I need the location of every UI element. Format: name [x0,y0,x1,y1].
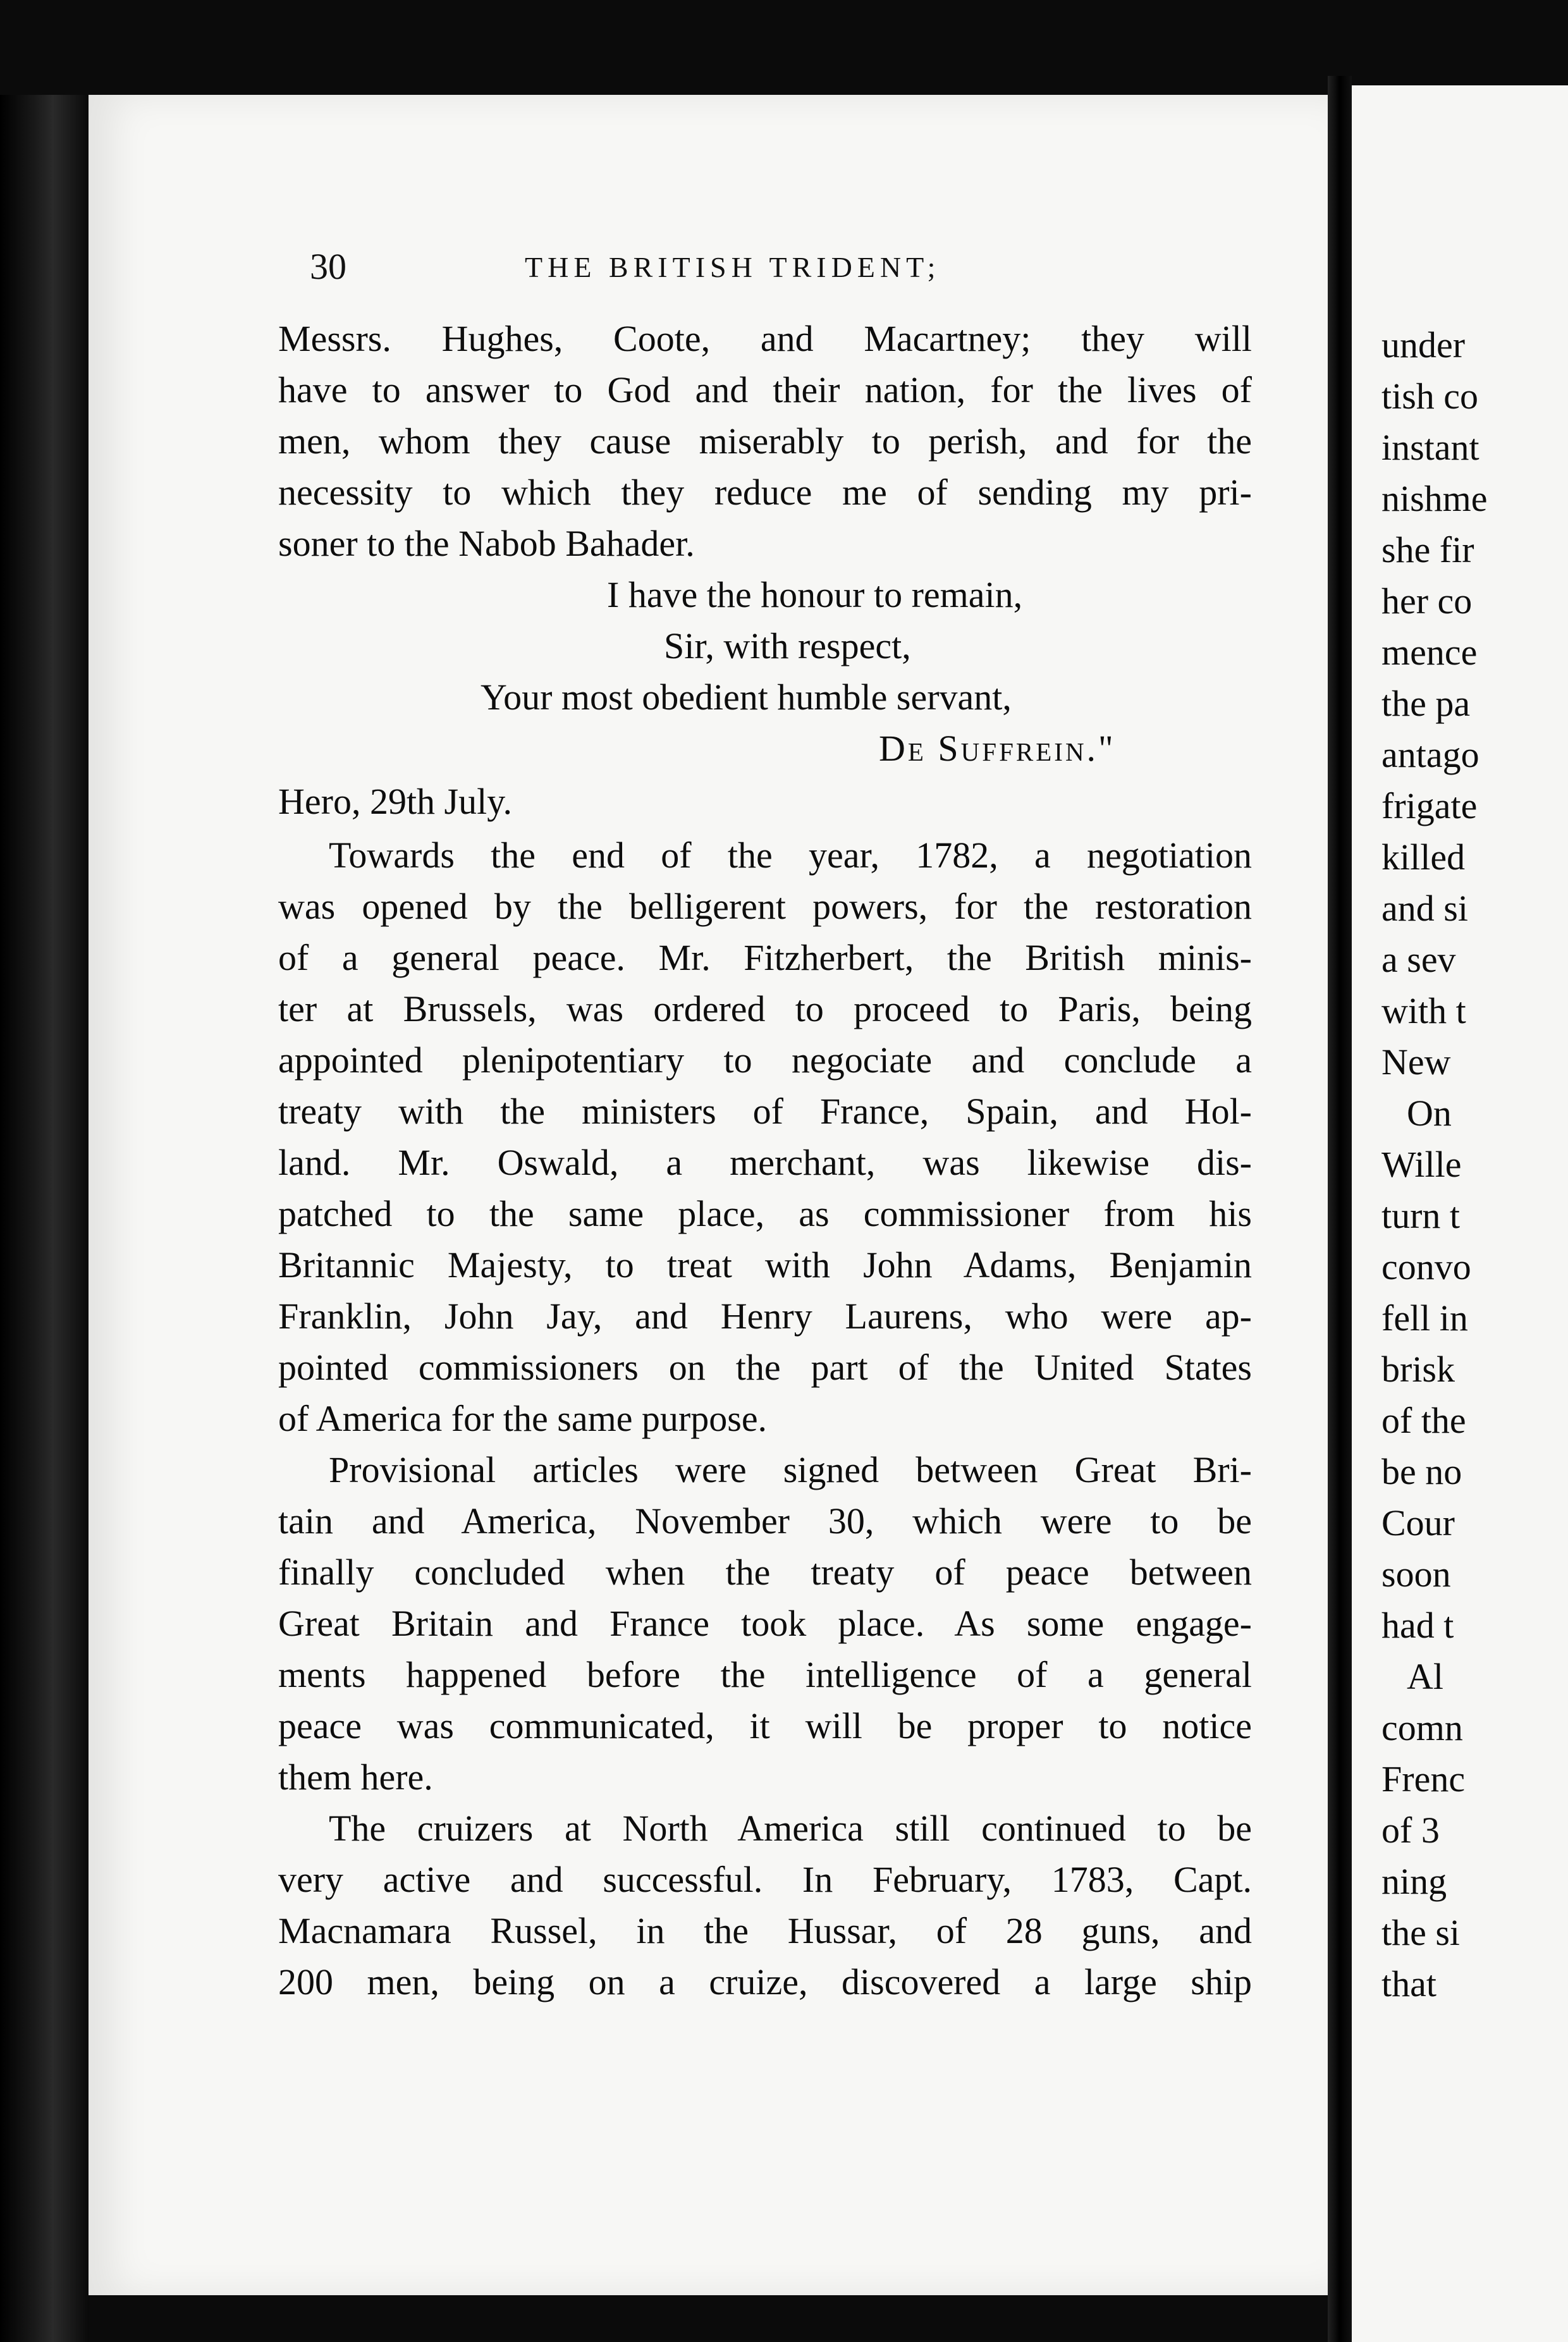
text-line: On [1407,1093,1452,1134]
text-line: had t [1381,1605,1454,1646]
text-line: instant [1381,427,1479,468]
text-line: have to answer to God and their nation, for the lives of [278,369,1252,410]
text-line: tain and America, November 30, which were to be [278,1500,1252,1542]
text-line: convo [1381,1246,1471,1287]
text-line: pointed commissioners on the part of the United States [278,1347,1252,1388]
text-line: soon [1381,1554,1451,1595]
book-binding [0,95,89,2342]
text-line: necessity to which they reduce me of sending my pri- [278,472,1252,513]
text-line: Al [1407,1656,1443,1697]
text-line: fell in [1381,1297,1468,1339]
text-line: with t [1381,990,1466,1031]
text-line: Cour [1381,1502,1455,1543]
running-title: THE BRITISH TRIDENT; [525,251,941,283]
text-line: brisk [1381,1349,1455,1390]
text-line: Provisional articles were signed between Great Bri- [329,1449,1252,1490]
text-line: of a general peace. Mr. Fitzherbert, the British minis- [278,937,1252,978]
text-line: ter at Brussels, was ordered to proceed to Paris, being [278,988,1252,1029]
text-line: Frenc [1381,1758,1466,1799]
text-line: tish co [1381,376,1479,417]
text-line: her co [1381,580,1473,622]
text-line: she fir [1381,529,1474,570]
text-line: Wille [1381,1144,1462,1185]
text-line: under [1381,324,1466,365]
letter-signature: De Suffrein." [879,728,1116,769]
text-line: land. Mr. Oswald, a merchant, was likewise dis- [278,1142,1252,1183]
text-line: the si [1381,1912,1461,1953]
text-line: men, whom they cause miserably to perish, and for the [278,420,1252,462]
text-line: finally concluded when the treaty of peace between [278,1552,1252,1593]
text-line: peace was communicated, it will be proper to notice [278,1705,1252,1746]
text-line: of America for the same purpose. [278,1398,768,1439]
letter-closing: I have the honour to remain, [607,574,1023,615]
text-line: Macnamara Russel, in the Hussar, of 28 guns, and [278,1910,1252,1951]
text-line: a sev [1381,939,1456,980]
page-gutter [1328,76,1352,2342]
text-line: frigate [1381,785,1478,826]
letter-closing: Your most obedient humble servant, [481,677,1012,718]
text-line: appointed plenipotentiary to negociate and conclude a [278,1039,1252,1081]
text-line: turn t [1381,1195,1461,1236]
text-line: Franklin, John Jay, and Henry Laurens, who were ap- [278,1296,1252,1337]
text-line: of the [1381,1400,1466,1441]
text-line: and si [1381,888,1468,929]
text-line: comn [1381,1707,1463,1748]
page-header [310,245,1239,302]
text-line: The cruizers at North America still continued to be [329,1808,1252,1849]
left-page-text [278,313,1252,2008]
text-line: Great Britain and France took place. As some engage- [278,1603,1252,1644]
text-line: killed [1381,837,1466,878]
right-page-text [1381,319,1568,2009]
page-number: 30 [310,246,346,287]
text-line: antago [1381,734,1479,775]
text-line: of 3 [1381,1810,1440,1851]
text-line: ning [1381,1861,1447,1902]
letter-dateline: Hero, 29th July. [278,781,512,822]
text-line: soner to the Nabob Bahader. [278,523,695,564]
text-line: be no [1381,1451,1462,1492]
text-line: mence [1381,632,1478,673]
text-line: New [1381,1041,1451,1082]
letter-closing: Sir, with respect, [664,625,911,666]
text-line: that [1381,1963,1436,2004]
text-line: Towards the end of the year, 1782, a negotiation [329,835,1252,876]
text-line: ments happened before the intelligence of a general [278,1654,1252,1695]
text-line: the pa [1381,683,1471,724]
text-line: them here. [278,1756,433,1798]
text-line: very active and successful. In February, 1783, Capt. [278,1859,1252,1900]
text-line: patched to the same place, as commissioner from his [278,1193,1252,1234]
text-line: 200 men, being on a cruize, discovered a large ship [278,1961,1252,2002]
text-line: Britannic Majesty, to treat with John Adams, Benjamin [278,1244,1252,1285]
text-line: treaty with the ministers of France, Spain, and Hol- [278,1091,1252,1132]
text-line: Messrs. Hughes, Coote, and Macartney; they will [278,318,1252,359]
text-line: was opened by the belligerent powers, for the restoration [278,886,1252,927]
text-line: nishme [1381,478,1488,519]
